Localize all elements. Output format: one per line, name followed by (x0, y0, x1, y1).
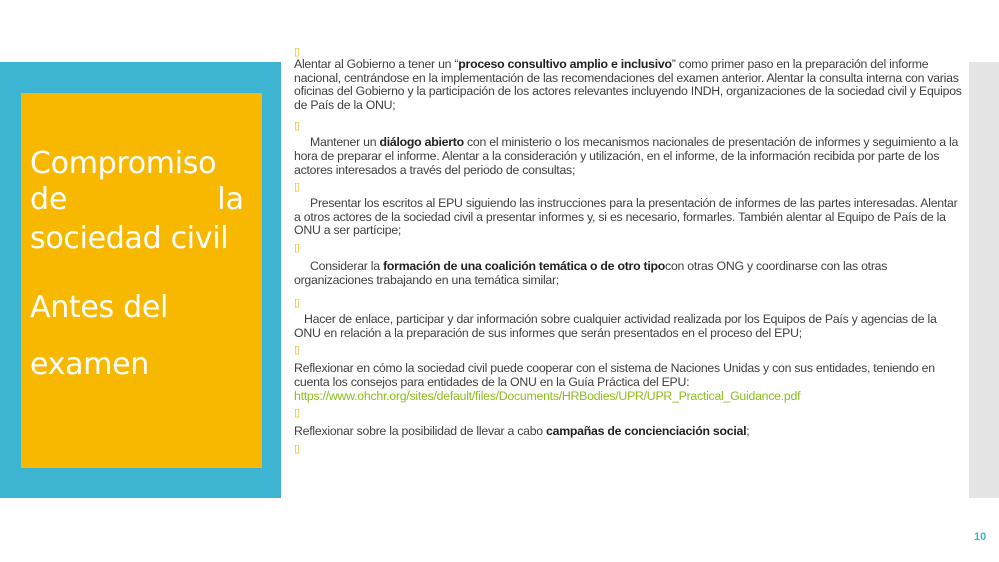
item-text: Reflexionar sobre la posibilidad de llevar a cabo (294, 424, 547, 439)
item-text: Mantener un (310, 135, 380, 150)
page-number: 10 (974, 531, 987, 543)
list-item (294, 260, 962, 287)
item-text: con otras ONG y coordinarse con las otras organizaciones trabajando en una temática similar; (294, 258, 888, 287)
subtitle-line-1: Antes del (30, 290, 169, 325)
subtitle-line-2: examen (30, 347, 149, 382)
bullet-icon: ▯ (294, 442, 300, 455)
item-text: ” como primer paso en la preparación del informe nacional, centrándose en la implementación de las recomendaciones del examen anterior. Alentar la consulta interna con varias oficinas del Gobierno y la participación de los actores relevantes incluyendo INDH, organizaciones de la sociedad civil y Equipos de País de la ONU; (294, 57, 962, 112)
item-emphasis: diálogo abierto (379, 135, 464, 150)
item-emphasis: formación de una coalición temática o de otro tipo (383, 258, 666, 273)
title-line-1: Compromiso (30, 146, 217, 181)
bullet-icon: ▯ (294, 297, 300, 310)
list-item (294, 58, 962, 112)
list-item (294, 362, 962, 403)
list-item (294, 425, 962, 439)
item-emphasis: campañas de concienciación social (546, 424, 747, 439)
item-text: con el ministerio o los mecanismos nacionales de presentación de informes y seguimiento a la hora de preparar el informe. Alentar a la consideración y utilización, en el informe, de la información recibida por parte de los actores interesados a través del periodo de consultas; (294, 135, 959, 177)
bullet-icon: ▯ (294, 344, 300, 357)
guidance-link[interactable]: https://www.ohchr.org/sites/default/files/Documents/HRBodies/UPR/UPR_Practical_Guidance.pdf (294, 388, 801, 403)
item-emphasis: proceso consultivo amplio e inclusivo (458, 57, 672, 71)
item-text: Hacer de enlace, participar y dar información sobre cualquier actividad realizada por los Equipos de País y agencias de la ONU en relación a la preparación de sus informes que serán presentados en el proceso del EPU; (294, 312, 937, 340)
bullet-list (294, 46, 962, 455)
item-text: Presentar los escritos al EPU siguiendo las instrucciones para la presentación de informes de las partes interesadas. Alentar a otros actores de la sociedad civil a presentar informes y, si es necesario, formarles. También alentar al Equipo de País de la ONU a ser partícipe; (294, 196, 958, 238)
bullet-icon: ▯ (294, 407, 300, 420)
bullet-icon: ▯ (294, 181, 300, 194)
item-text: ; (746, 424, 750, 439)
item-text: Alentar al Gobierno a tener un “ (294, 57, 459, 71)
list-item (294, 313, 962, 340)
title-word-la: la (217, 182, 244, 217)
item-text: Considerar la (310, 258, 384, 273)
title-word-de: de (30, 182, 68, 217)
title-line-3: sociedad civil (30, 221, 229, 256)
item-text: Reflexionar en cómo la sociedad civil puede cooperar con el sistema de Naciones Unidas y con sus entidades, teniendo en cuenta los consejos para entidades de la ONU en la Guía Práctica del EPU: (294, 361, 935, 389)
bullet-icon: ▯ (294, 120, 300, 133)
side-gray-bar (969, 62, 999, 498)
list-item (294, 197, 962, 238)
title-line-2 (30, 182, 244, 218)
bullet-icon: ▯ (294, 241, 300, 254)
bullet-icon: ▯ (294, 46, 300, 58)
list-item (294, 136, 962, 177)
